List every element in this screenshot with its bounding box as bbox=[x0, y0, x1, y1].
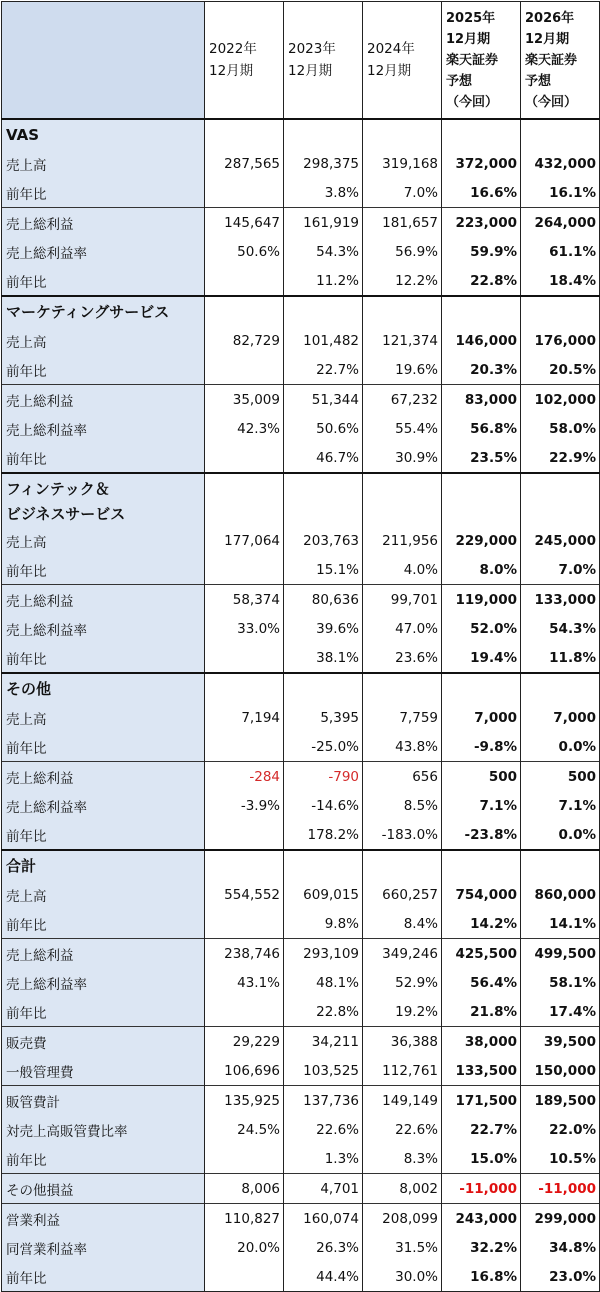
row-label: 前年比 bbox=[2, 178, 205, 208]
value-cell: -3.9% bbox=[205, 791, 284, 820]
value-cell: 26.3% bbox=[284, 1233, 363, 1262]
forecast-value-cell: 860,000 bbox=[521, 880, 600, 909]
row-label: 前年比 bbox=[2, 1144, 205, 1174]
row-label: 前年比 bbox=[2, 555, 205, 585]
section-header-row bbox=[2, 501, 600, 526]
forecast-value-cell: 83,000 bbox=[442, 385, 521, 415]
value-cell bbox=[205, 643, 284, 673]
table-row bbox=[2, 791, 600, 820]
forecast-value-cell: -11,000 bbox=[442, 1174, 521, 1204]
table-row bbox=[2, 414, 600, 443]
forecast-value-cell: 189,500 bbox=[521, 1086, 600, 1116]
forecast-value-cell: 56.4% bbox=[442, 968, 521, 997]
table-row bbox=[2, 443, 600, 473]
table-row bbox=[2, 703, 600, 732]
value-cell: 22.8% bbox=[284, 997, 363, 1027]
header-year-2022: 2022年 12月期 bbox=[205, 2, 284, 120]
value-cell: 7,759 bbox=[363, 703, 442, 732]
forecast-value-cell: 432,000 bbox=[521, 149, 600, 178]
value-cell: 177,064 bbox=[205, 526, 284, 555]
table-row bbox=[2, 1204, 600, 1234]
value-cell: 238,746 bbox=[205, 939, 284, 969]
section-title: ビジネスサービス bbox=[2, 501, 205, 526]
value-cell: 54.3% bbox=[284, 237, 363, 266]
section-header-row bbox=[2, 119, 600, 149]
forecast-value-cell: 499,500 bbox=[521, 939, 600, 969]
forecast-value-cell: 223,000 bbox=[442, 208, 521, 238]
section-empty-cell bbox=[205, 501, 284, 526]
value-cell: 99,701 bbox=[363, 585, 442, 615]
section-empty-cell bbox=[521, 296, 600, 326]
value-cell: 30.9% bbox=[363, 443, 442, 473]
forecast-value-cell: 7.1% bbox=[521, 791, 600, 820]
value-cell: -284 bbox=[205, 762, 284, 792]
value-cell: 211,956 bbox=[363, 526, 442, 555]
value-cell: 50.6% bbox=[205, 237, 284, 266]
forecast-value-cell: 39,500 bbox=[521, 1027, 600, 1057]
table-row bbox=[2, 1144, 600, 1174]
forecast-value-cell: 16.6% bbox=[442, 178, 521, 208]
row-label: 前年比 bbox=[2, 1262, 205, 1292]
row-label: 前年比 bbox=[2, 997, 205, 1027]
table-row bbox=[2, 385, 600, 415]
section-empty-cell bbox=[363, 850, 442, 880]
row-label: 売上総利益 bbox=[2, 939, 205, 969]
value-cell: -790 bbox=[284, 762, 363, 792]
row-label: その他損益 bbox=[2, 1174, 205, 1204]
table-row bbox=[2, 1115, 600, 1144]
value-cell: 22.7% bbox=[284, 355, 363, 385]
value-cell: 82,729 bbox=[205, 326, 284, 355]
value-cell: -14.6% bbox=[284, 791, 363, 820]
table-row bbox=[2, 1027, 600, 1057]
value-cell: 51,344 bbox=[284, 385, 363, 415]
value-cell: 43.1% bbox=[205, 968, 284, 997]
row-label: 対売上高販管費比率 bbox=[2, 1115, 205, 1144]
section-header-row bbox=[2, 673, 600, 703]
section-empty-cell bbox=[363, 119, 442, 149]
section-empty-cell bbox=[521, 850, 600, 880]
row-label: 売上総利益率 bbox=[2, 614, 205, 643]
value-cell: 4,701 bbox=[284, 1174, 363, 1204]
row-label: 前年比 bbox=[2, 820, 205, 850]
forecast-value-cell: 7,000 bbox=[521, 703, 600, 732]
section-empty-cell bbox=[442, 850, 521, 880]
forecast-value-cell: 20.3% bbox=[442, 355, 521, 385]
forecast-value-cell: 21.8% bbox=[442, 997, 521, 1027]
section-empty-cell bbox=[284, 473, 363, 501]
value-cell: 30.0% bbox=[363, 1262, 442, 1292]
value-cell: 145,647 bbox=[205, 208, 284, 238]
value-cell bbox=[205, 909, 284, 939]
section-empty-cell bbox=[521, 473, 600, 501]
value-cell: 178.2% bbox=[284, 820, 363, 850]
section-header-row bbox=[2, 296, 600, 326]
forecast-value-cell: 150,000 bbox=[521, 1056, 600, 1086]
section-empty-cell bbox=[205, 119, 284, 149]
section-header-row bbox=[2, 473, 600, 501]
forecast-value-cell: 264,000 bbox=[521, 208, 600, 238]
table-row bbox=[2, 208, 600, 238]
value-cell: 106,696 bbox=[205, 1056, 284, 1086]
row-label: 売上高 bbox=[2, 526, 205, 555]
forecast-value-cell: 8.0% bbox=[442, 555, 521, 585]
value-cell: 12.2% bbox=[363, 266, 442, 296]
value-cell: 35,009 bbox=[205, 385, 284, 415]
value-cell: 9.8% bbox=[284, 909, 363, 939]
section-empty-cell bbox=[442, 473, 521, 501]
section-empty-cell bbox=[521, 501, 600, 526]
row-label: 売上総利益率 bbox=[2, 791, 205, 820]
header-forecast-2026: 2026年 12月期 楽天証券 予想 （今回） bbox=[521, 2, 600, 120]
value-cell: 8.3% bbox=[363, 1144, 442, 1174]
value-cell: 298,375 bbox=[284, 149, 363, 178]
forecast-value-cell: 372,000 bbox=[442, 149, 521, 178]
value-cell bbox=[205, 1144, 284, 1174]
value-cell: 149,149 bbox=[363, 1086, 442, 1116]
forecast-value-cell: 425,500 bbox=[442, 939, 521, 969]
section-title: フィンテック＆ bbox=[2, 473, 205, 501]
forecast-value-cell: 56.8% bbox=[442, 414, 521, 443]
value-cell: 43.8% bbox=[363, 732, 442, 762]
table-row bbox=[2, 997, 600, 1027]
value-cell: 293,109 bbox=[284, 939, 363, 969]
value-cell: 8.4% bbox=[363, 909, 442, 939]
value-cell: 19.6% bbox=[363, 355, 442, 385]
forecast-value-cell: 23.0% bbox=[521, 1262, 600, 1292]
value-cell: 160,074 bbox=[284, 1204, 363, 1234]
table-row bbox=[2, 968, 600, 997]
forecast-value-cell: 20.5% bbox=[521, 355, 600, 385]
section-empty-cell bbox=[363, 296, 442, 326]
row-label: 売上高 bbox=[2, 149, 205, 178]
forecast-value-cell: -23.8% bbox=[442, 820, 521, 850]
value-cell: 135,925 bbox=[205, 1086, 284, 1116]
value-cell: 42.3% bbox=[205, 414, 284, 443]
table-row bbox=[2, 326, 600, 355]
value-cell: 47.0% bbox=[363, 614, 442, 643]
value-cell: 103,525 bbox=[284, 1056, 363, 1086]
row-label: 売上高 bbox=[2, 703, 205, 732]
value-cell: 609,015 bbox=[284, 880, 363, 909]
value-cell: 34,211 bbox=[284, 1027, 363, 1057]
row-label: 売上高 bbox=[2, 880, 205, 909]
forecast-value-cell: 59.9% bbox=[442, 237, 521, 266]
value-cell: 8.5% bbox=[363, 791, 442, 820]
value-cell: 11.2% bbox=[284, 266, 363, 296]
value-cell: 48.1% bbox=[284, 968, 363, 997]
value-cell: 31.5% bbox=[363, 1233, 442, 1262]
value-cell bbox=[205, 732, 284, 762]
value-cell: 50.6% bbox=[284, 414, 363, 443]
row-label: 前年比 bbox=[2, 443, 205, 473]
row-label: 前年比 bbox=[2, 909, 205, 939]
forecast-value-cell: 38,000 bbox=[442, 1027, 521, 1057]
header-year-2024: 2024年 12月期 bbox=[363, 2, 442, 120]
forecast-value-cell: 7.1% bbox=[442, 791, 521, 820]
row-label: 前年比 bbox=[2, 732, 205, 762]
table-row bbox=[2, 820, 600, 850]
value-cell: 137,736 bbox=[284, 1086, 363, 1116]
forecast-value-cell: 52.0% bbox=[442, 614, 521, 643]
section-empty-cell bbox=[284, 501, 363, 526]
section-empty-cell bbox=[205, 473, 284, 501]
value-cell: 161,919 bbox=[284, 208, 363, 238]
forecast-value-cell: 245,000 bbox=[521, 526, 600, 555]
value-cell: 46.7% bbox=[284, 443, 363, 473]
table-row bbox=[2, 1056, 600, 1086]
forecast-value-cell: 146,000 bbox=[442, 326, 521, 355]
value-cell: 660,257 bbox=[363, 880, 442, 909]
value-cell: 56.9% bbox=[363, 237, 442, 266]
table-row bbox=[2, 732, 600, 762]
value-cell: 22.6% bbox=[284, 1115, 363, 1144]
table-row bbox=[2, 585, 600, 615]
forecast-value-cell: 133,000 bbox=[521, 585, 600, 615]
forecast-value-cell: 176,000 bbox=[521, 326, 600, 355]
value-cell: 110,827 bbox=[205, 1204, 284, 1234]
row-label: 前年比 bbox=[2, 355, 205, 385]
value-cell: 67,232 bbox=[363, 385, 442, 415]
section-empty-cell bbox=[442, 119, 521, 149]
section-empty-cell bbox=[284, 673, 363, 703]
value-cell: 58,374 bbox=[205, 585, 284, 615]
forecast-value-cell: 133,500 bbox=[442, 1056, 521, 1086]
value-cell: 554,552 bbox=[205, 880, 284, 909]
value-cell: 319,168 bbox=[363, 149, 442, 178]
forecast-value-cell: 500 bbox=[521, 762, 600, 792]
section-empty-cell bbox=[521, 673, 600, 703]
table-row bbox=[2, 178, 600, 208]
header-row bbox=[2, 2, 600, 120]
section-header-row bbox=[2, 850, 600, 880]
forecast-value-cell: 17.4% bbox=[521, 997, 600, 1027]
header-year-2023: 2023年 12月期 bbox=[284, 2, 363, 120]
forecast-value-cell: 22.0% bbox=[521, 1115, 600, 1144]
header-forecast-2025: 2025年 12月期 楽天証券 予想 （今回） bbox=[442, 2, 521, 120]
section-empty-cell bbox=[363, 673, 442, 703]
table-row bbox=[2, 909, 600, 939]
value-cell: 20.0% bbox=[205, 1233, 284, 1262]
section-empty-cell bbox=[284, 119, 363, 149]
value-cell: 36,388 bbox=[363, 1027, 442, 1057]
row-label: 売上総利益 bbox=[2, 762, 205, 792]
value-cell: 208,099 bbox=[363, 1204, 442, 1234]
value-cell: 203,763 bbox=[284, 526, 363, 555]
value-cell: 52.9% bbox=[363, 968, 442, 997]
value-cell: 38.1% bbox=[284, 643, 363, 673]
value-cell: 287,565 bbox=[205, 149, 284, 178]
financial-table bbox=[1, 1, 600, 1292]
section-empty-cell bbox=[363, 501, 442, 526]
value-cell: 39.6% bbox=[284, 614, 363, 643]
section-title: VAS bbox=[2, 119, 205, 149]
forecast-value-cell: 243,000 bbox=[442, 1204, 521, 1234]
section-empty-cell bbox=[205, 296, 284, 326]
forecast-value-cell: 14.2% bbox=[442, 909, 521, 939]
value-cell: 55.4% bbox=[363, 414, 442, 443]
table-row bbox=[2, 939, 600, 969]
section-empty-cell bbox=[442, 501, 521, 526]
value-cell: 121,374 bbox=[363, 326, 442, 355]
forecast-value-cell: 171,500 bbox=[442, 1086, 521, 1116]
value-cell: 24.5% bbox=[205, 1115, 284, 1144]
section-empty-cell bbox=[442, 673, 521, 703]
forecast-value-cell: 754,000 bbox=[442, 880, 521, 909]
forecast-value-cell: 22.9% bbox=[521, 443, 600, 473]
section-empty-cell bbox=[442, 296, 521, 326]
value-cell: 8,006 bbox=[205, 1174, 284, 1204]
table-row bbox=[2, 555, 600, 585]
value-cell: 7.0% bbox=[363, 178, 442, 208]
value-cell: 112,761 bbox=[363, 1056, 442, 1086]
value-cell bbox=[205, 555, 284, 585]
forecast-value-cell: 15.0% bbox=[442, 1144, 521, 1174]
value-cell: 80,636 bbox=[284, 585, 363, 615]
forecast-value-cell: 54.3% bbox=[521, 614, 600, 643]
row-label: 一般管理費 bbox=[2, 1056, 205, 1086]
value-cell: 44.4% bbox=[284, 1262, 363, 1292]
forecast-value-cell: 18.4% bbox=[521, 266, 600, 296]
value-cell: 19.2% bbox=[363, 997, 442, 1027]
row-label: 売上総利益率 bbox=[2, 237, 205, 266]
forecast-value-cell: 10.5% bbox=[521, 1144, 600, 1174]
value-cell: 3.8% bbox=[284, 178, 363, 208]
value-cell: 101,482 bbox=[284, 326, 363, 355]
value-cell: 22.6% bbox=[363, 1115, 442, 1144]
value-cell: 349,246 bbox=[363, 939, 442, 969]
row-label: 売上総利益率 bbox=[2, 968, 205, 997]
value-cell: 1.3% bbox=[284, 1144, 363, 1174]
row-label: 売上総利益 bbox=[2, 585, 205, 615]
value-cell: 23.6% bbox=[363, 643, 442, 673]
row-label: 営業利益 bbox=[2, 1204, 205, 1234]
forecast-value-cell: -9.8% bbox=[442, 732, 521, 762]
table-row bbox=[2, 614, 600, 643]
value-cell bbox=[205, 266, 284, 296]
value-cell bbox=[205, 178, 284, 208]
value-cell: 181,657 bbox=[363, 208, 442, 238]
value-cell bbox=[205, 443, 284, 473]
section-empty-cell bbox=[284, 850, 363, 880]
value-cell: -183.0% bbox=[363, 820, 442, 850]
forecast-value-cell: 34.8% bbox=[521, 1233, 600, 1262]
section-title: 合計 bbox=[2, 850, 205, 880]
row-label: 前年比 bbox=[2, 266, 205, 296]
value-cell: 7,194 bbox=[205, 703, 284, 732]
forecast-value-cell: 58.1% bbox=[521, 968, 600, 997]
forecast-value-cell: 16.1% bbox=[521, 178, 600, 208]
section-empty-cell bbox=[284, 296, 363, 326]
section-empty-cell bbox=[205, 673, 284, 703]
forecast-value-cell: 299,000 bbox=[521, 1204, 600, 1234]
forecast-value-cell: 19.4% bbox=[442, 643, 521, 673]
forecast-value-cell: 22.8% bbox=[442, 266, 521, 296]
header-label-cell bbox=[2, 2, 205, 120]
row-label: 売上高 bbox=[2, 326, 205, 355]
table-row bbox=[2, 1086, 600, 1116]
forecast-value-cell: 0.0% bbox=[521, 820, 600, 850]
table-row bbox=[2, 149, 600, 178]
table-row bbox=[2, 1174, 600, 1204]
forecast-value-cell: 500 bbox=[442, 762, 521, 792]
value-cell: 33.0% bbox=[205, 614, 284, 643]
value-cell bbox=[205, 997, 284, 1027]
section-empty-cell bbox=[205, 850, 284, 880]
forecast-value-cell: 14.1% bbox=[521, 909, 600, 939]
value-cell bbox=[205, 820, 284, 850]
value-cell: 8,002 bbox=[363, 1174, 442, 1204]
row-label: 販売費 bbox=[2, 1027, 205, 1057]
row-label: 売上総利益 bbox=[2, 385, 205, 415]
table-row bbox=[2, 526, 600, 555]
value-cell: 15.1% bbox=[284, 555, 363, 585]
forecast-value-cell: 16.8% bbox=[442, 1262, 521, 1292]
value-cell: 4.0% bbox=[363, 555, 442, 585]
row-label: 前年比 bbox=[2, 643, 205, 673]
table-row bbox=[2, 266, 600, 296]
row-label: 同営業利益率 bbox=[2, 1233, 205, 1262]
section-title: その他 bbox=[2, 673, 205, 703]
forecast-value-cell: 119,000 bbox=[442, 585, 521, 615]
forecast-value-cell: 229,000 bbox=[442, 526, 521, 555]
table-row bbox=[2, 1262, 600, 1292]
section-title: マーケティングサービス bbox=[2, 296, 205, 326]
forecast-value-cell: 0.0% bbox=[521, 732, 600, 762]
value-cell: -25.0% bbox=[284, 732, 363, 762]
forecast-value-cell: 23.5% bbox=[442, 443, 521, 473]
forecast-value-cell: 11.8% bbox=[521, 643, 600, 673]
forecast-value-cell: -11,000 bbox=[521, 1174, 600, 1204]
table-row bbox=[2, 643, 600, 673]
value-cell: 656 bbox=[363, 762, 442, 792]
forecast-value-cell: 61.1% bbox=[521, 237, 600, 266]
value-cell: 5,395 bbox=[284, 703, 363, 732]
table-row bbox=[2, 762, 600, 792]
forecast-value-cell: 7.0% bbox=[521, 555, 600, 585]
section-empty-cell bbox=[521, 119, 600, 149]
forecast-value-cell: 22.7% bbox=[442, 1115, 521, 1144]
table-row bbox=[2, 880, 600, 909]
value-cell bbox=[205, 1262, 284, 1292]
table-row bbox=[2, 355, 600, 385]
row-label: 売上総利益率 bbox=[2, 414, 205, 443]
forecast-value-cell: 102,000 bbox=[521, 385, 600, 415]
forecast-value-cell: 32.2% bbox=[442, 1233, 521, 1262]
table-row bbox=[2, 1233, 600, 1262]
forecast-value-cell: 58.0% bbox=[521, 414, 600, 443]
table-row bbox=[2, 237, 600, 266]
value-cell: 29,229 bbox=[205, 1027, 284, 1057]
forecast-value-cell: 7,000 bbox=[442, 703, 521, 732]
section-empty-cell bbox=[363, 473, 442, 501]
value-cell bbox=[205, 355, 284, 385]
row-label: 売上総利益 bbox=[2, 208, 205, 238]
row-label: 販管費計 bbox=[2, 1086, 205, 1116]
